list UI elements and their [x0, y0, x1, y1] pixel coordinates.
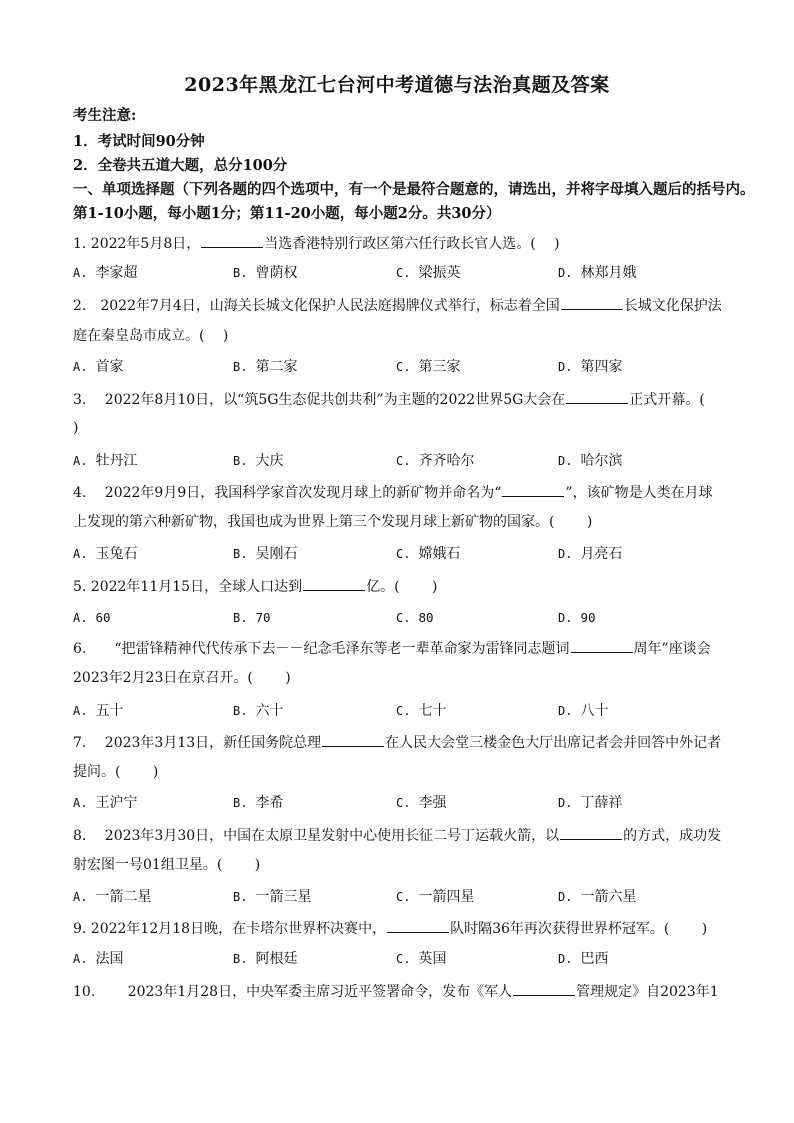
- answer-blank: [566, 389, 628, 404]
- question-text: 5. 2022年11月15日，全球人口达到: [73, 579, 303, 595]
- option-a: A. 玉兔石: [73, 546, 138, 562]
- question-7-cont: [73, 762, 733, 782]
- question-text: 9. 2022年12月18日晚，在卡塔尔世界杯决赛中，: [73, 921, 387, 937]
- question-10: [73, 981, 733, 1002]
- answer-blank: [502, 482, 564, 497]
- question-text: 10. 2023年1月28日，中央军委主席习近平签署命令，发布《军人: [73, 984, 513, 1000]
- option-d: D. 丁薛祥: [558, 795, 623, 811]
- question-text: 亿。( ): [366, 579, 438, 595]
- question-text: 1. 2022年5月8日，: [73, 236, 201, 252]
- option-c: C. 一箭四星: [396, 889, 475, 905]
- page-title: 2023年黑龙江七台河中考道德与法治真题及答案: [184, 74, 610, 96]
- option-d: D. 林郑月娥: [558, 265, 637, 281]
- question-1: [73, 233, 733, 254]
- option-c: C. 英国: [396, 951, 447, 967]
- question-text: 8. 2023年3月30日，中国在太原卫星发射中心使用长征二号丁运载火箭，以: [73, 828, 560, 844]
- question-6-cont: [73, 668, 733, 688]
- question-text: 提问。( ): [73, 764, 159, 780]
- question-text: 2. 2022年7月4日，山海关长城文化保护人民法庭揭牌仪式举行，标志着全国: [73, 298, 560, 314]
- option-c: C. 梁振英: [396, 265, 461, 281]
- option-d: D. 哈尔滨: [558, 453, 623, 469]
- option-c: C. 嫦娥石: [396, 546, 461, 562]
- answer-blank: [303, 576, 365, 591]
- option-b: B. 吴刚石: [233, 546, 298, 562]
- option-b: B. 第二家: [233, 359, 298, 375]
- option-a: A. 王沪宁: [73, 795, 138, 811]
- option-d: D. 第四家: [558, 359, 623, 375]
- question-text: 3. 2022年8月10日，以“筑5G生态促共创共利”为主题的2022世界5G大会在: [73, 392, 566, 408]
- option-c: C. 七十: [396, 703, 447, 719]
- option-b: B. 李希: [233, 795, 284, 811]
- question-text: 6. “把雷锋精神代代传承下去－－纪念毛泽东等老一辈革命家为雷锋同志题词: [73, 641, 570, 657]
- question-text: 4. 2022年9月9日，我国科学家首次发现月球上的新矿物并命名为“: [73, 485, 502, 501]
- option-c: C. 第三家: [396, 359, 461, 375]
- question-text: 7. 2023年3月13日，新任国务院总理: [73, 735, 322, 751]
- question-text: 庭在秦皇岛市成立。( ): [73, 328, 229, 344]
- option-c: C. 齐齐哈尔: [396, 453, 475, 469]
- answer-blank: [571, 638, 633, 653]
- question-3-cont: [73, 418, 733, 438]
- question-8: [73, 825, 733, 846]
- option-d: D. 90: [558, 610, 596, 625]
- answer-blank: [561, 295, 623, 310]
- notice-heading: 考生注意:: [73, 107, 137, 124]
- option-c: C. 李强: [396, 795, 447, 811]
- notice-item: 1．考试时间90分钟: [73, 133, 205, 150]
- options-row: [73, 793, 733, 813]
- option-a: A. 60: [73, 610, 111, 625]
- question-4-cont: [73, 512, 733, 532]
- option-d: D. 一箭六星: [558, 889, 637, 905]
- question-text: 的方式，成功发: [623, 828, 722, 844]
- option-a: A. 李家超: [73, 265, 138, 281]
- option-b: B. 70: [233, 610, 271, 625]
- option-a: A. 法国: [73, 951, 124, 967]
- answer-blank: [201, 233, 263, 248]
- question-7: [73, 732, 733, 753]
- options-row: [73, 451, 733, 471]
- options-row: [73, 357, 733, 377]
- answer-blank: [322, 732, 384, 747]
- option-a: A. 五十: [73, 703, 124, 719]
- answer-blank: [513, 981, 575, 996]
- question-3: [73, 389, 733, 410]
- options-row: [73, 887, 733, 907]
- option-d: D. 巴西: [558, 951, 609, 967]
- option-b: B. 六十: [233, 703, 284, 719]
- section-subheading: 第1-10小题，每小题1分；第11-20小题，每小题2分。共30分）: [73, 205, 501, 222]
- answer-blank: [387, 918, 449, 933]
- question-6: [73, 638, 733, 659]
- option-b: B. 大庆: [233, 453, 284, 469]
- option-b: B. 曾荫权: [233, 265, 298, 281]
- question-text: 在人民大会堂三楼金色大厅出席记者会并回答中外记者: [385, 735, 722, 751]
- option-c: C. 80: [396, 610, 434, 625]
- question-2: [73, 295, 733, 316]
- option-d: D. 月亮石: [558, 546, 623, 562]
- options-row: [73, 544, 733, 564]
- question-text: 正式开幕。(: [629, 392, 705, 408]
- options-row: [73, 949, 733, 969]
- question-2-cont: [73, 326, 733, 346]
- option-d: D. 八十: [558, 703, 609, 719]
- options-row: [73, 263, 733, 283]
- question-text: 管理规定》自2023年1: [576, 984, 719, 1000]
- question-9: [73, 918, 733, 939]
- option-b: B. 一箭三星: [233, 889, 312, 905]
- question-8-cont: [73, 855, 733, 875]
- question-text: ): [73, 420, 79, 436]
- question-text: 2023年2月23日在京召开。( ): [73, 670, 291, 686]
- notice-item: 2．全卷共五道大题，总分100分: [73, 157, 288, 174]
- question-text: 周年”座谈会: [633, 641, 711, 657]
- option-a: A. 牡丹江: [73, 453, 138, 469]
- options-row: [73, 701, 733, 721]
- option-a: A. 一箭二星: [73, 889, 152, 905]
- answer-blank: [560, 825, 622, 840]
- option-b: B. 阿根廷: [233, 951, 298, 967]
- question-5: [73, 576, 733, 597]
- question-text: 长城文化保护法: [623, 298, 722, 314]
- question-text: 当选香港特别行政区第六任行政长官人选。( ): [264, 236, 560, 252]
- question-text: 上发现的第六种新矿物，我国也成为世界上第三个发现月球上新矿物的国家。( ): [73, 514, 593, 530]
- options-row: [73, 608, 733, 628]
- question-text: 射宏图一号01组卫星。( ): [73, 857, 261, 873]
- option-a: A. 首家: [73, 359, 124, 375]
- question-text: 队时隔36年再次获得世界杯冠军。( ): [450, 921, 708, 937]
- question-4: [73, 482, 733, 503]
- question-text: ”，该矿物是人类在月球: [565, 485, 713, 501]
- section-heading: 一、单项选择题（下列各题的四个选项中，有一个是最符合题意的，请选出，并将字母填入题后的括号内。: [73, 181, 755, 198]
